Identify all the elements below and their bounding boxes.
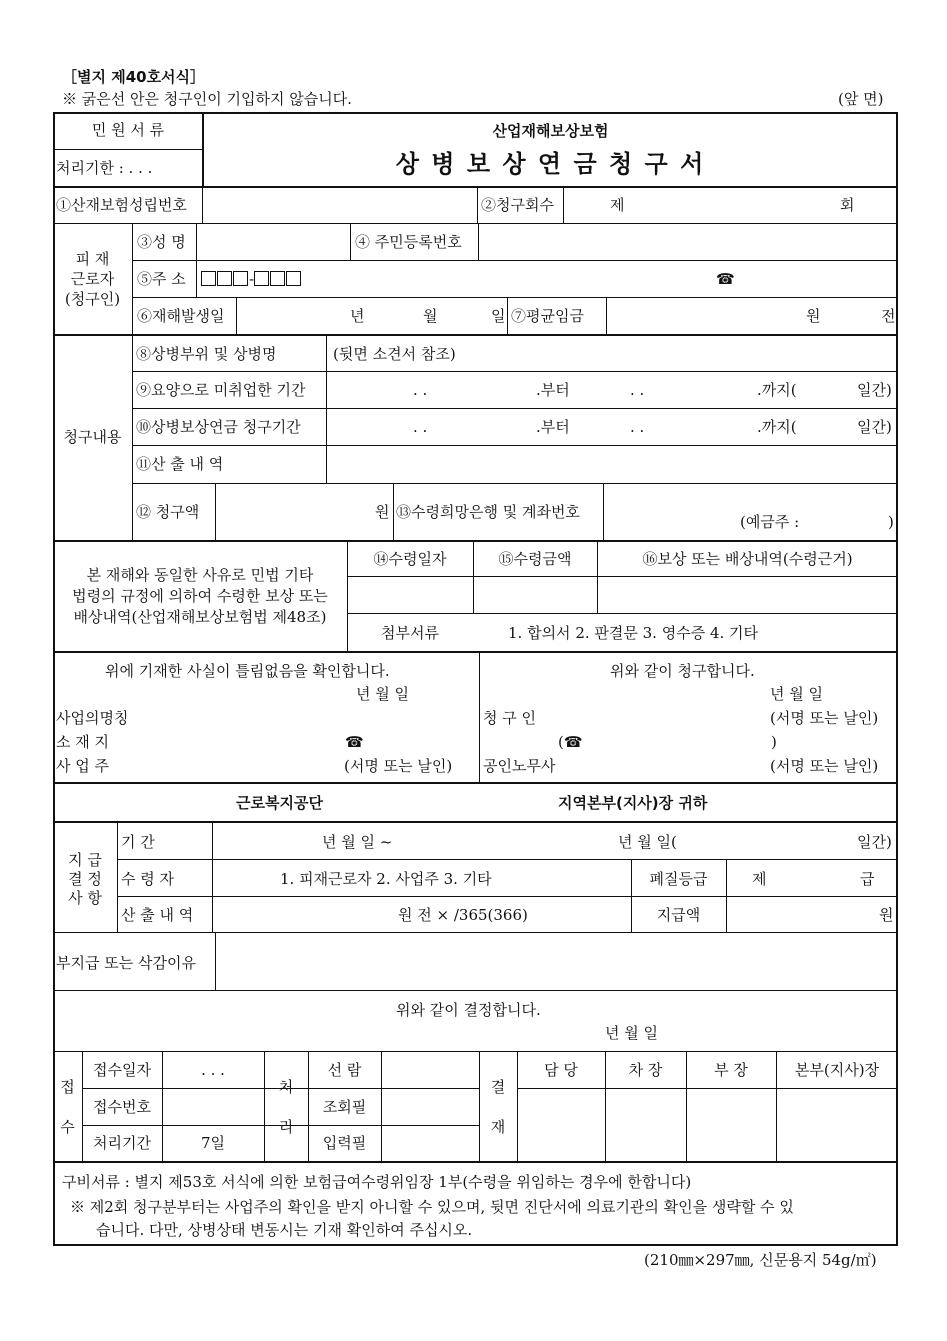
- processing-period-label: 처리기간: [93, 1134, 151, 1152]
- account-holder-label: (예금주 :: [740, 513, 800, 531]
- account-holder-close: ): [888, 513, 894, 531]
- processing-group-1: 처: [278, 1078, 294, 1096]
- claim-to: .까지(: [757, 418, 797, 436]
- receipt-amount-label: ⑮수령금액: [498, 550, 572, 568]
- form-title: 상 병 보 상 연 금 청 구 서: [395, 150, 706, 178]
- avg-wage-label: ⑦평균임금: [511, 307, 584, 325]
- injury-part-label: ⑧상병부위 및 상병명: [136, 345, 277, 363]
- claim-amount-won: 원: [375, 503, 390, 521]
- decision-date: 년 월 일: [605, 1024, 659, 1042]
- employer-sign: (서명 또는 날인): [344, 757, 453, 775]
- claim-from: .부터: [536, 418, 570, 436]
- claim-count-je: 제: [610, 196, 625, 214]
- employer-label: 사 업 주: [56, 757, 110, 775]
- agency-name: 근로복지공단: [236, 794, 323, 812]
- pay-period-from: 년 월 일 ~: [322, 833, 393, 851]
- approval-deputy: 차 장: [628, 1061, 663, 1079]
- decision-group-1: 지 급: [68, 851, 102, 869]
- unemployed-from: .부터: [536, 381, 570, 399]
- pay-period-label: 기 간: [121, 833, 155, 851]
- deadline-label: 처리기한 : . . .: [56, 159, 153, 177]
- confirm-date: 년 월 일: [356, 685, 410, 703]
- compensation-detail-label: ⑯보상 또는 배상내역(수령근거): [642, 550, 853, 568]
- name-label: ③성 명: [137, 233, 186, 251]
- receipt-group-2: 수: [60, 1118, 75, 1136]
- pay-amount-won: 원: [879, 906, 894, 924]
- unemployed-period-label: ⑨요양으로 미취업한 기간: [136, 381, 306, 399]
- receipt-no-label: 접수번호: [93, 1098, 151, 1116]
- header-note: ※ 굵은선 안은 청구인이 기입하지 않습니다.: [62, 90, 352, 108]
- compensation-desc-3: 배상내역(산업재해보상보험법 제48조): [73, 608, 327, 626]
- claim-amount-label: ⑫ 청구액: [136, 503, 200, 521]
- claim-days: 일간): [857, 418, 892, 436]
- victim-group-label-2: 근로자: [70, 270, 115, 288]
- approval-staff: 담 당: [544, 1061, 578, 1079]
- footer-note-1: ※ 제2회 청구분부터는 사업주의 확인을 받지 아니할 수 있으며, 뒷면 진단서에 의료기관의 확인을 생략할 수 있: [70, 1198, 794, 1216]
- decision-statement: 위와 같이 결정합니다.: [396, 1001, 541, 1019]
- pay-period-days: 일간): [857, 833, 892, 851]
- injury-part-value: (뒷면 소견서 참조): [333, 345, 456, 363]
- nonpay-reason-field[interactable]: [217, 935, 895, 987]
- decision-calc-label: 산 출 내 역: [121, 906, 194, 924]
- claim-group-label: 청구내용: [63, 428, 122, 446]
- decision-calc-value: 원 전 × /365(366): [398, 906, 528, 924]
- labor-attorney-label: 공인노무사: [483, 757, 556, 775]
- entered-label: 입력필: [322, 1134, 367, 1152]
- accident-year-unit: 년: [350, 307, 365, 325]
- form-subtitle: 산업재해보상보험: [492, 122, 609, 140]
- zip-code-boxes[interactable]: [201, 270, 302, 288]
- avg-wage-jeon: 전: [881, 307, 896, 325]
- processing-period-value: 7일: [200, 1134, 226, 1152]
- unemployed-to-dots: . .: [630, 381, 645, 399]
- claim-text: 위와 같이 청구합니다.: [610, 662, 755, 680]
- accident-date-label: ⑥재해발생일: [137, 307, 225, 325]
- rrn-field[interactable]: [480, 226, 895, 257]
- processing-group-2: 리: [278, 1118, 294, 1136]
- compensation-desc-1: 본 재해와 동일한 사유로 민법 기타: [86, 566, 314, 584]
- insurance-reg-no-label: ①산재보험성립번호: [56, 196, 187, 214]
- claim-count-hoe: 회: [840, 196, 855, 214]
- disability-grade-je: 제: [752, 870, 767, 888]
- business-name-label: 사업의명칭: [56, 709, 129, 727]
- footer-note-2: 습니다. 다만, 상병상태 변동시는 기재 확인하여 주십시오.: [96, 1221, 473, 1239]
- claim-date: 년 월 일: [770, 685, 824, 703]
- form-number: ［별지 제40호서식］: [62, 68, 206, 86]
- name-field[interactable]: [198, 226, 348, 257]
- claim-from-dots: . .: [413, 418, 428, 436]
- compensation-desc-2: 법령의 규정에 의하여 수령한 보상 또는: [72, 587, 328, 605]
- disability-grade-label: 폐질등급: [649, 870, 708, 888]
- claimant-sign: (서명 또는 날인): [770, 709, 879, 727]
- claimant-phone-close: ): [771, 733, 777, 751]
- unemployed-to: .까지(: [757, 381, 797, 399]
- approval-manager: 부 장: [714, 1061, 748, 1079]
- avg-wage-won: 원: [806, 307, 821, 325]
- accident-day-unit: 일: [491, 307, 506, 325]
- decision-group-2: 결 정: [68, 870, 102, 888]
- business-phone-icon: ☎: [345, 733, 364, 751]
- phone-icon: ☎: [716, 270, 735, 288]
- approval-group-1: 결: [490, 1078, 506, 1096]
- pay-amount-label: 지급액: [656, 906, 701, 924]
- calc-detail-label: ⑪산 출 내 역: [136, 455, 224, 473]
- unemployed-days: 일간): [857, 381, 892, 399]
- claim-period-label: ⑩상병보상연금 청구기간: [136, 418, 301, 436]
- location-label: 소 재 지: [56, 733, 110, 751]
- civil-doc-label: 민 원 서 류: [91, 121, 165, 139]
- nonpay-reason-label: 부지급 또는 삭감이유: [56, 954, 196, 972]
- approval-branch-head: 본부(지사)장: [794, 1061, 880, 1079]
- rrn-label: ④ 주민등록번호: [355, 233, 462, 251]
- claim-count-field[interactable]: [630, 190, 830, 220]
- victim-group-label-3: (청구인): [64, 290, 121, 308]
- attachments-label: 첨부서류: [381, 624, 439, 642]
- unemployed-from-dots: . .: [413, 381, 428, 399]
- receipt-date-label: ⑭수령일자: [373, 550, 447, 568]
- approval-group-2: 재: [490, 1118, 506, 1136]
- claimant-label: 청 구 인: [483, 709, 537, 727]
- receipt-group-1: 접: [60, 1078, 75, 1096]
- decision-group-3: 사 항: [68, 889, 102, 907]
- attachments-items: 1. 합의서 2. 판결문 3. 영수증 4. 기타: [508, 624, 759, 642]
- calc-detail-field[interactable]: [328, 448, 895, 480]
- bank-account-label: ⑬수령희망은행 및 계좌번호: [396, 503, 580, 521]
- receipt-date-value: . . .: [201, 1061, 225, 1079]
- paper-size: (210㎜×297㎜, 신문용지 54g/㎡): [644, 1251, 877, 1269]
- accident-month-unit: 월: [423, 307, 438, 325]
- confirm-text: 위에 기재한 사실이 틀림없음을 확인합니다.: [105, 662, 390, 680]
- viewed-label: 선 람: [327, 1061, 362, 1079]
- pay-period-to: 년 월 일(: [618, 833, 677, 851]
- receipt-date-label: 접수일자: [93, 1061, 151, 1079]
- insurance-reg-no-field[interactable]: [204, 190, 474, 220]
- recipient-label: 수 령 자: [121, 870, 175, 888]
- claim-to-dots: . .: [630, 418, 645, 436]
- page-side: (앞 면): [838, 90, 884, 108]
- zip-dash: -: [249, 270, 255, 288]
- recipient-options: 1. 피재근로자 2. 사업주 3. 기타: [280, 870, 492, 888]
- victim-group-label-1: 피 재: [75, 250, 110, 268]
- required-docs: 구비서류 : 별지 제53호 서식에 의한 보험급여수령위임장 1부(수령을 위임하는 경우에 한합니다): [62, 1173, 692, 1191]
- addressee: 지역본부(지사)장 귀하: [558, 794, 708, 812]
- labor-attorney-sign: (서명 또는 날인): [770, 757, 879, 775]
- claimant-phone-open: (☎: [558, 733, 583, 751]
- claim-count-label: ②청구회수: [481, 196, 554, 214]
- checked-label: 조회필: [322, 1098, 367, 1116]
- address-label: ⑤주 소: [137, 270, 186, 288]
- disability-grade-geup: 급: [860, 870, 875, 888]
